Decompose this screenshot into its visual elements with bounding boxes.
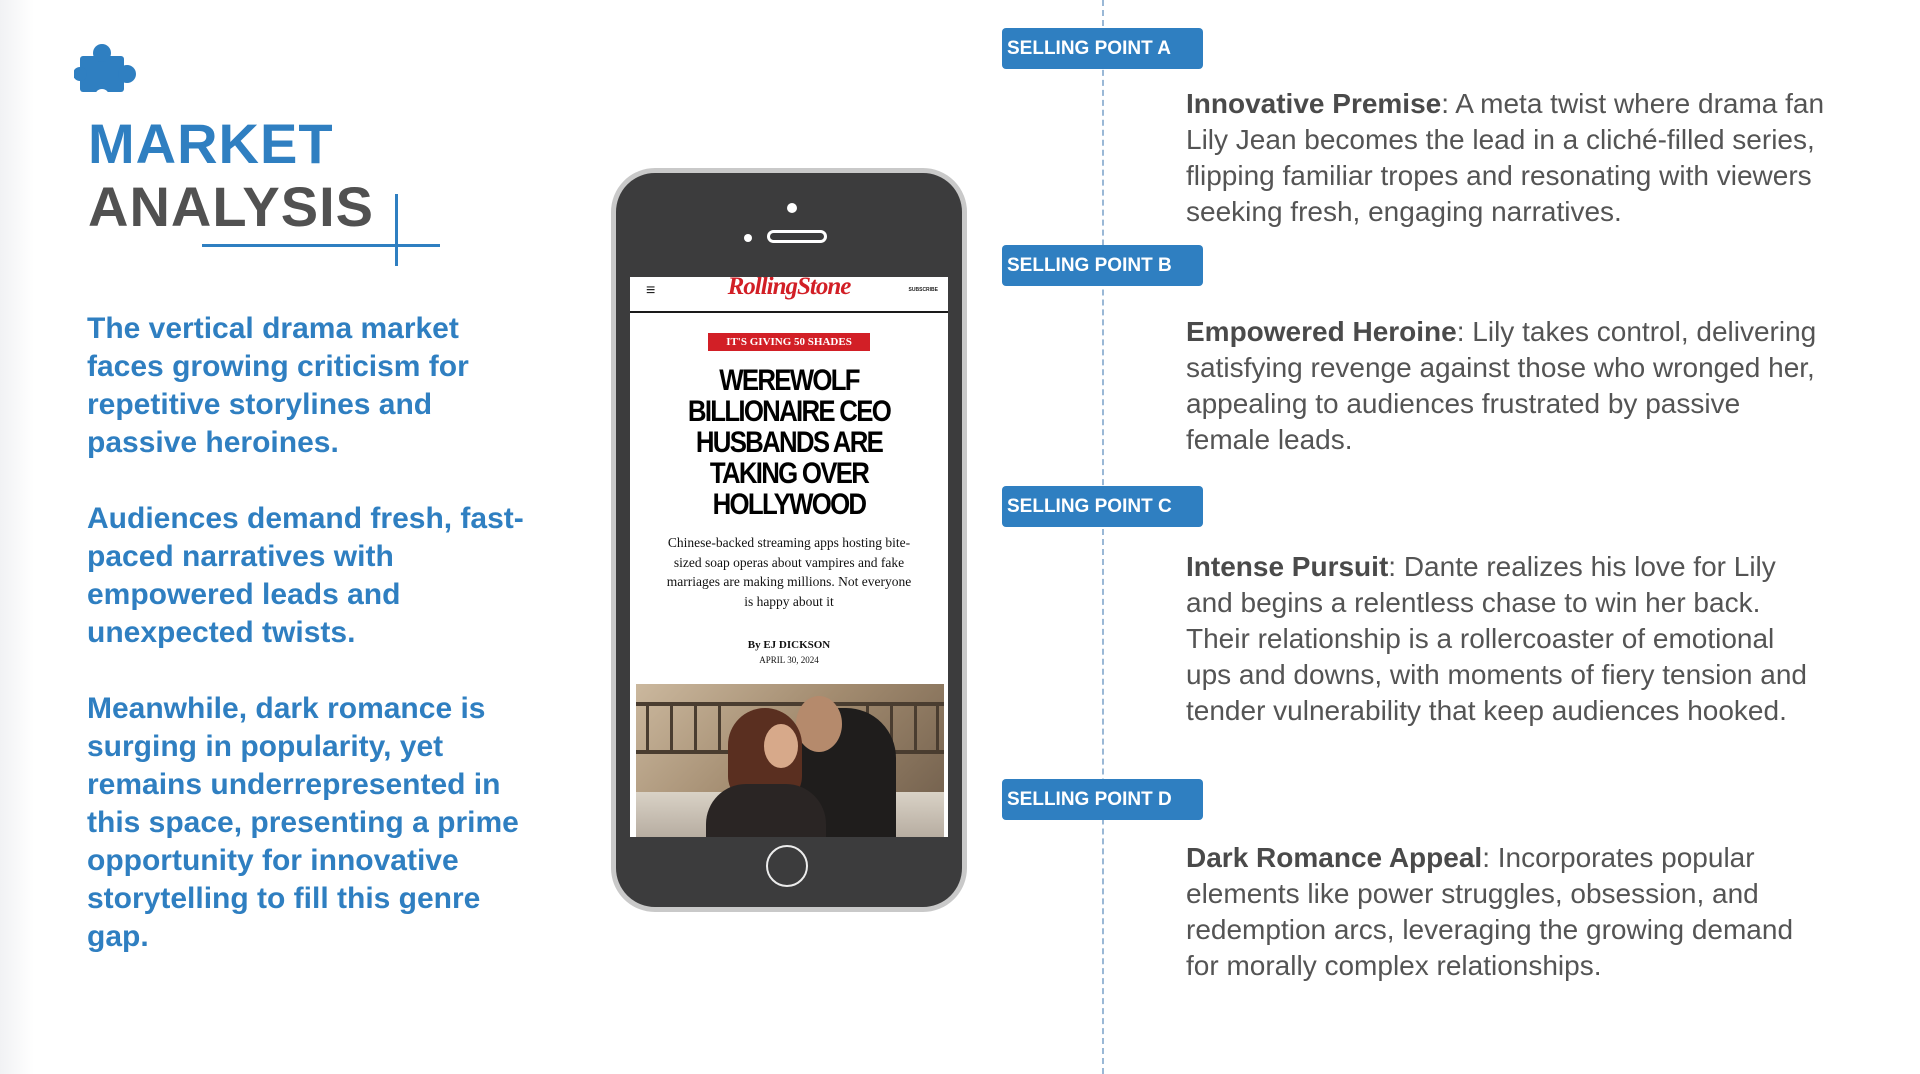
phone-screen <box>630 277 948 837</box>
subscribe-link[interactable]: SUBSCRIBE <box>908 287 938 293</box>
article-dek: Chinese-backed streaming apps hosting bite-sized soap operas about vampires and fake marriages are making millions. Not everyone is happy about it <box>666 535 912 609</box>
article-header <box>630 277 948 313</box>
selling-point-d-text <box>1186 840 1826 984</box>
selling-point-d-body: : Incorporates popular elements like power struggles, obsession, and redemption arcs, leveraging the growing demand for morally complex relationships. <box>1186 842 1794 981</box>
rolling-stone-logo[interactable]: RollingStone <box>727 277 851 300</box>
left-edge-shadow <box>0 0 34 1074</box>
phone-camera <box>787 203 797 213</box>
selling-point-c-badge: SELLING POINT C <box>1002 486 1203 527</box>
title-underline <box>202 244 440 247</box>
selling-point-c-body: : Dante realizes his love for Lily and begins a relentless chase to win her back. Their relationship is a rollercoaster of emotional ups and downs, with moments of fiery tension and tender vulnerability that keep audiences hooked. <box>1186 551 1808 726</box>
article-kicker: IT'S GIVING 50 SHADES <box>708 333 870 351</box>
phone-sensor <box>744 234 752 242</box>
selling-point-b-body: : Lily takes control, delivering satisfying revenge against those who wronged her, appealing to audiences frustrated by passive female leads. <box>1186 316 1817 455</box>
puzzle-piece-icon <box>74 44 136 96</box>
phone-mockup <box>611 168 967 912</box>
article-photo <box>636 684 944 837</box>
dashed-divider <box>1102 0 1104 1074</box>
article-byline: By EJ DICKSON <box>747 639 831 651</box>
selling-point-b-heading: Empowered Heroine <box>1186 316 1457 347</box>
selling-point-a-heading: Innovative Premise <box>1186 88 1442 119</box>
intro-paragraph-audience-demand: Audiences demand fresh, fast-paced narratives with empowered leads and unexpected twists. <box>87 502 524 649</box>
phone-speaker <box>767 230 827 243</box>
selling-point-a-body: : A meta twist where drama fan Lily Jean becomes the lead in a cliché-filled series, flipping familiar tropes and resonating with viewers seeking fresh, engaging narratives. <box>1186 88 1825 227</box>
photo-woman-face <box>764 724 798 768</box>
hamburger-menu-icon[interactable]: ≡ <box>646 282 656 299</box>
selling-point-d-badge: SELLING POINT D <box>1002 779 1203 820</box>
title-crossline <box>395 194 398 266</box>
selling-point-a-text <box>1186 86 1826 230</box>
selling-point-d-heading: Dark Romance Appeal <box>1186 842 1483 873</box>
intro-paragraph-dark-romance-opportunity: Meanwhile, dark romance is surging in popularity, yet remains underrepresented in this space, presenting a prime opportunity for innovative storytelling to fill this genre gap. <box>87 692 519 953</box>
selling-point-b-text <box>1186 314 1826 458</box>
title-analysis: ANALYSIS <box>88 175 375 238</box>
article-date: APRIL 30, 2024 <box>759 655 819 665</box>
title-market: MARKET <box>88 112 334 175</box>
selling-point-b-badge: SELLING POINT B <box>1002 245 1203 286</box>
photo-man-head <box>796 696 842 752</box>
phone-home-button <box>766 845 808 887</box>
selling-point-c-heading: Intense Pursuit <box>1186 551 1389 582</box>
intro-paragraph-market-criticism: The vertical drama market faces growing criticism for repetitive storylines and passive heroines. <box>87 312 469 459</box>
photo-woman-figure <box>706 784 826 837</box>
selling-point-c-text <box>1186 549 1826 729</box>
selling-point-a-badge: SELLING POINT A <box>1002 28 1203 69</box>
article-headline: WEREWOLF BILLIONAIRE CEO HUSBANDS ARE TAKING OVER HOLLYWOOD <box>687 364 891 521</box>
